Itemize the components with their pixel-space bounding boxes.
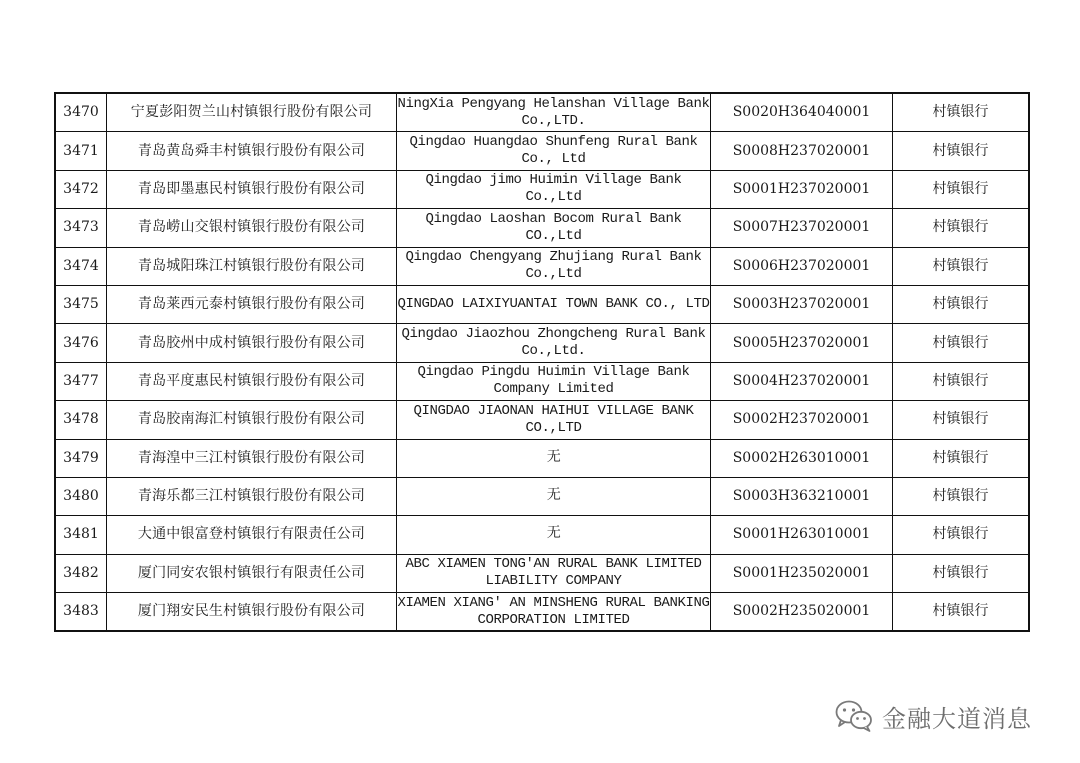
chinese-name-text: 青岛崂山交银村镇银行股份有限公司 xyxy=(137,219,366,236)
chinese-name-text: 厦门同安农银村镇银行有限责任公司 xyxy=(137,564,366,581)
wechat-icon xyxy=(834,699,874,733)
institution-type-text: 村镇银行 xyxy=(932,564,989,581)
table-row xyxy=(55,477,1029,515)
table-row xyxy=(55,247,1029,285)
license-code-cell xyxy=(711,170,893,208)
chinese-name-text: 大通中银富登村镇银行有限责任公司 xyxy=(137,526,366,543)
license-code-text: S0002H235020001 xyxy=(732,603,871,620)
table-row xyxy=(55,93,1029,132)
watermark-text: 金融大道消息 xyxy=(882,704,1032,733)
chinese-name-text: 青岛黄岛舜丰村镇银行股份有限公司 xyxy=(137,142,366,159)
institution-type-text: 村镇银行 xyxy=(932,526,989,543)
license-code-cell xyxy=(711,477,893,515)
english-name-text: Qingdao Pingdu Huimin Village Bank Company Limited xyxy=(417,364,690,398)
institution-type-text: 村镇银行 xyxy=(932,180,989,197)
row-number-cell xyxy=(55,170,107,208)
row-number-cell xyxy=(55,209,107,247)
english-name-text: 无 xyxy=(546,526,561,543)
license-code-cell xyxy=(711,401,893,439)
license-code-text: S0002H237020001 xyxy=(732,411,871,428)
license-code-text: S0005H237020001 xyxy=(732,334,871,351)
english-name-text: QINGDAO LAIXIYUANTAI TOWN BANK CO., LTD xyxy=(397,296,710,313)
chinese-name-text: 青岛城阳珠江村镇银行股份有限公司 xyxy=(137,257,366,274)
row-number-text: 3480 xyxy=(63,488,99,505)
english-name-cell xyxy=(397,439,711,477)
row-number-text: 3481 xyxy=(63,526,99,543)
row-number-cell xyxy=(55,362,107,400)
table-row xyxy=(55,439,1029,477)
license-code-text: S0001H263010001 xyxy=(732,526,871,543)
chinese-name-cell xyxy=(107,132,397,170)
row-number-text: 3477 xyxy=(63,372,99,389)
license-code-text: S0003H363210001 xyxy=(732,488,871,505)
institution-type-text: 村镇银行 xyxy=(932,334,989,351)
institution-type-cell xyxy=(893,209,1030,247)
english-name-cell xyxy=(397,593,711,632)
english-name-text: ABC XIAMEN TONG'AN RURAL BANK LIMITED LIABILITY COMPANY xyxy=(405,556,702,590)
table-row xyxy=(55,593,1029,632)
institution-type-text: 村镇银行 xyxy=(932,296,989,313)
table-row xyxy=(55,209,1029,247)
chinese-name-cell xyxy=(107,209,397,247)
chinese-name-text: 青岛平度惠民村镇银行股份有限公司 xyxy=(137,372,366,389)
license-code-text: S0002H263010001 xyxy=(732,449,871,466)
institution-type-cell xyxy=(893,477,1030,515)
row-number-text: 3475 xyxy=(63,296,99,313)
chinese-name-cell xyxy=(107,247,397,285)
chinese-name-text: 青岛胶州中成村镇银行股份有限公司 xyxy=(137,334,366,351)
license-code-cell xyxy=(711,362,893,400)
license-code-text: S0001H237020001 xyxy=(732,180,871,197)
license-code-cell xyxy=(711,593,893,632)
table-row xyxy=(55,516,1029,554)
institution-type-cell xyxy=(893,516,1030,554)
row-number-text: 3478 xyxy=(63,411,99,428)
license-code-text: S0001H235020001 xyxy=(732,564,871,581)
row-number-cell xyxy=(55,439,107,477)
english-name-text: Qingdao Laoshan Bocom Rural Bank CO.,Ltd xyxy=(425,210,682,244)
table-row xyxy=(55,285,1029,323)
english-name-cell xyxy=(397,170,711,208)
license-code-cell xyxy=(711,247,893,285)
chinese-name-cell xyxy=(107,516,397,554)
english-name-cell xyxy=(397,554,711,592)
row-number-cell xyxy=(55,477,107,515)
row-number-text: 3474 xyxy=(63,257,99,274)
institution-type-cell xyxy=(893,593,1030,632)
english-name-text: NingXia Pengyang Helanshan Village Bank Co.,LTD. xyxy=(397,95,710,129)
watermark xyxy=(834,696,1032,736)
institution-type-cell xyxy=(893,132,1030,170)
table-row xyxy=(55,324,1029,362)
institution-type-cell xyxy=(893,554,1030,592)
license-code-text: S0003H237020001 xyxy=(732,296,871,313)
table-row xyxy=(55,170,1029,208)
english-name-text: Qingdao Chengyang Zhujiang Rural Bank Co.,Ltd xyxy=(405,249,702,283)
chinese-name-cell xyxy=(107,401,397,439)
english-name-cell xyxy=(397,132,711,170)
chinese-name-text: 青岛胶南海汇村镇银行股份有限公司 xyxy=(137,411,366,428)
row-number-cell xyxy=(55,247,107,285)
institution-type-cell xyxy=(893,362,1030,400)
institution-type-text: 村镇银行 xyxy=(932,372,989,389)
license-code-text: S0006H237020001 xyxy=(732,257,871,274)
english-name-text: 无 xyxy=(546,449,561,466)
english-name-cell xyxy=(397,93,711,132)
table-row xyxy=(55,132,1029,170)
english-name-cell xyxy=(397,247,711,285)
chinese-name-text: 宁夏彭阳贺兰山村镇银行股份有限公司 xyxy=(130,104,373,121)
institution-type-text: 村镇银行 xyxy=(932,219,989,236)
chinese-name-text: 青岛莱西元泰村镇银行股份有限公司 xyxy=(137,296,366,313)
institution-type-text: 村镇银行 xyxy=(932,142,989,159)
row-number-cell xyxy=(55,132,107,170)
license-code-cell xyxy=(711,324,893,362)
english-name-text: QINGDAO JIAONAN HAIHUI VILLAGE BANK CO.,LTD xyxy=(413,402,694,436)
english-name-cell xyxy=(397,362,711,400)
english-name-text: Qingdao Jiaozhou Zhongcheng Rural Bank Co.,Ltd. xyxy=(401,326,706,360)
english-name-text: 无 xyxy=(546,488,561,505)
institution-type-text: 村镇银行 xyxy=(932,603,989,620)
chinese-name-text: 青海湟中三江村镇银行股份有限公司 xyxy=(137,449,366,466)
row-number-text: 3479 xyxy=(63,449,99,466)
chinese-name-cell xyxy=(107,554,397,592)
row-number-text: 3473 xyxy=(63,219,99,236)
institution-type-text: 村镇银行 xyxy=(932,449,989,466)
institution-type-cell xyxy=(893,401,1030,439)
row-number-text: 3472 xyxy=(63,180,99,197)
institution-type-text: 村镇银行 xyxy=(932,488,989,505)
institution-type-cell xyxy=(893,170,1030,208)
table-row xyxy=(55,362,1029,400)
license-code-text: S0004H237020001 xyxy=(732,372,871,389)
chinese-name-cell xyxy=(107,170,397,208)
license-code-cell xyxy=(711,516,893,554)
license-code-cell xyxy=(711,209,893,247)
row-number-cell xyxy=(55,324,107,362)
institution-type-text: 村镇银行 xyxy=(932,257,989,274)
institution-type-text: 村镇银行 xyxy=(932,104,989,121)
table-row xyxy=(55,401,1029,439)
license-code-text: S0020H364040001 xyxy=(732,104,871,121)
chinese-name-cell xyxy=(107,324,397,362)
institution-type-cell xyxy=(893,324,1030,362)
institution-type-cell xyxy=(893,285,1030,323)
row-number-text: 3482 xyxy=(63,564,99,581)
english-name-cell xyxy=(397,477,711,515)
chinese-name-cell xyxy=(107,93,397,132)
row-number-cell xyxy=(55,285,107,323)
license-code-text: S0008H237020001 xyxy=(732,142,871,159)
english-name-cell xyxy=(397,401,711,439)
row-number-cell xyxy=(55,593,107,632)
chinese-name-cell xyxy=(107,285,397,323)
row-number-cell xyxy=(55,516,107,554)
row-number-text: 3483 xyxy=(63,603,99,620)
chinese-name-cell xyxy=(107,593,397,632)
table-body xyxy=(55,93,1029,631)
license-code-cell xyxy=(711,554,893,592)
license-code-cell xyxy=(711,93,893,132)
english-name-cell xyxy=(397,516,711,554)
bank-registry-table xyxy=(54,92,1030,632)
license-code-cell xyxy=(711,285,893,323)
chinese-name-cell xyxy=(107,477,397,515)
english-name-cell xyxy=(397,285,711,323)
license-code-cell xyxy=(711,132,893,170)
chinese-name-text: 青海乐都三江村镇银行股份有限公司 xyxy=(137,488,366,505)
english-name-text: Qingdao Huangdao Shunfeng Rural Bank Co., Ltd xyxy=(409,134,698,168)
english-name-cell xyxy=(397,209,711,247)
chinese-name-cell xyxy=(107,362,397,400)
row-number-cell xyxy=(55,554,107,592)
row-number-cell xyxy=(55,401,107,439)
institution-type-cell xyxy=(893,247,1030,285)
row-number-text: 3471 xyxy=(63,142,99,159)
license-code-text: S0007H237020001 xyxy=(732,219,871,236)
license-code-cell xyxy=(711,439,893,477)
row-number-text: 3476 xyxy=(63,334,99,351)
institution-type-text: 村镇银行 xyxy=(932,411,989,428)
row-number-text: 3470 xyxy=(63,104,99,121)
institution-type-cell xyxy=(893,439,1030,477)
english-name-text: Qingdao jimo Huimin Village Bank Co.,Ltd xyxy=(425,172,682,206)
chinese-name-text: 厦门翔安民生村镇银行股份有限公司 xyxy=(137,603,366,620)
chinese-name-cell xyxy=(107,439,397,477)
english-name-text: XIAMEN XIANG' AN MINSHENG RURAL BANKING CORPORATION LIMITED xyxy=(397,594,710,628)
chinese-name-text: 青岛即墨惠民村镇银行股份有限公司 xyxy=(137,180,366,197)
table-row xyxy=(55,554,1029,592)
english-name-cell xyxy=(397,324,711,362)
row-number-cell xyxy=(55,93,107,132)
institution-type-cell xyxy=(893,93,1030,132)
